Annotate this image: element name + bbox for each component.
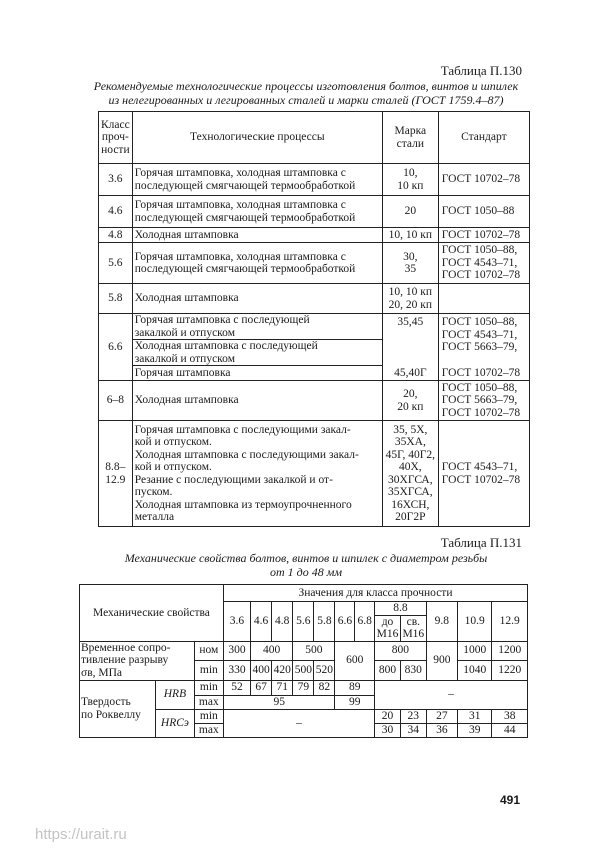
- table-cell: max: [194, 723, 223, 737]
- table-cell: 44: [492, 723, 528, 737]
- table-cell: 330: [223, 660, 250, 680]
- table-cell: 3.6: [223, 602, 250, 642]
- table-cell: 35,45 45,40Г: [382, 314, 438, 381]
- page-number: 491: [500, 793, 521, 807]
- table-cell: 20, 20 кп: [382, 381, 438, 421]
- table-cell: 5.8: [314, 602, 335, 642]
- table-cell: ГОСТ 1050–88, ГОСТ 5663–79, ГОСТ 10702–78: [438, 381, 529, 421]
- table-cell: 9.8: [426, 602, 457, 642]
- table-cell: 36: [426, 723, 457, 737]
- table-cell: 99: [335, 695, 375, 709]
- table-cell: ГОСТ 1050–88: [438, 196, 529, 228]
- table-cell: 10, 10 кп: [382, 164, 438, 196]
- table-cell: 12.9: [492, 602, 528, 642]
- table-cell: Горячая штамповка с последующими закал- кой и отпуском. Холодная штамповка с последующими закал- кой и отпуском. Резание с последующими закалкой и от- пуском. Холодная штамповка из термоупрочненного металла: [132, 421, 382, 527]
- table-cell: 23: [400, 709, 426, 723]
- table-cell: HRCэ: [156, 709, 195, 737]
- table-cell: 6.6: [99, 314, 133, 381]
- table-cell: 34: [400, 723, 426, 737]
- table-cell: 600: [335, 641, 375, 680]
- table-cell: 39: [457, 723, 491, 737]
- properties-table: [79, 584, 528, 738]
- table-cell: 4.8: [99, 228, 133, 243]
- table-cell: 52: [223, 680, 250, 695]
- table-cell: 30, 35: [382, 243, 438, 284]
- table-cell: 800: [375, 641, 427, 660]
- table-row: [99, 243, 530, 284]
- table-cell: Горячая штамповка, холодная штамповка с последующей смягчающей термообработкой: [132, 164, 382, 196]
- table-cell: Холодная штамповка с последующей закалкой и отпуском: [132, 340, 382, 366]
- table-cell: 95: [223, 695, 335, 709]
- table-cell: 10.9: [457, 602, 491, 642]
- table-caption: Механические свойства болтов, винтов и шпилек с диаметром резьбы от 1 до 48 мм: [124, 551, 488, 579]
- hardness-label: Твердость по Роквеллу: [80, 680, 156, 737]
- header-values: Значения для класса прочности: [223, 585, 527, 602]
- table-cell: 38: [492, 709, 528, 723]
- table-cell: 71: [272, 680, 293, 695]
- tensile-label: Временное сопро- тивление разрыву σв, МПа: [80, 641, 195, 680]
- table-cell: 5.8: [99, 284, 133, 314]
- table-cell: ГОСТ 1050–88, ГОСТ 4543–71, ГОСТ 10702–78: [438, 243, 529, 284]
- table-cell: 30: [375, 723, 401, 737]
- table-cell: 35, 5Х, 35ХА, 45Г, 40Г2, 40Х, 30ХГСА, 35ХГСА, 16ХСН, 20Г2Р: [382, 421, 438, 527]
- table-row: [99, 228, 530, 243]
- table-row: [99, 314, 530, 340]
- table-row: [80, 641, 528, 660]
- table-cell: –: [375, 680, 528, 709]
- table-cell: 79: [293, 680, 314, 695]
- table-cell: Холодная штамповка: [132, 284, 382, 314]
- table-row: [99, 381, 530, 421]
- table-cell: 67: [251, 680, 272, 695]
- table-cell: ГОСТ 10702–78: [438, 164, 529, 196]
- table-cell: 500: [293, 641, 335, 660]
- table-cell: 1200: [492, 641, 528, 660]
- table-cell: 5.6: [99, 243, 133, 284]
- table-cell: [438, 284, 529, 314]
- table-cell: Горячая штамповка: [132, 366, 382, 381]
- table-cell: 6.8: [355, 602, 375, 642]
- table-cell: 1000: [457, 641, 491, 660]
- header-process: Технологические процессы: [132, 112, 382, 164]
- table-cell: 20: [382, 196, 438, 228]
- table-cell: min: [194, 660, 223, 680]
- header-standard: Стандарт: [438, 112, 529, 164]
- table-cell: 520: [314, 660, 335, 680]
- table-row: [99, 164, 530, 196]
- table-cell: 400: [251, 660, 272, 680]
- table-cell: Холодная штамповка: [132, 381, 382, 421]
- table-cell: max: [194, 695, 223, 709]
- table-cell: ГОСТ 10702–78: [438, 228, 529, 243]
- table-cell: Холодная штамповка: [132, 228, 382, 243]
- table-cell: –: [223, 709, 374, 737]
- table-row: [99, 421, 530, 527]
- table-cell: до М16: [375, 615, 401, 641]
- table-cell: 1040: [457, 660, 491, 680]
- table-cell: 10, 10 кп: [382, 228, 438, 243]
- table-cell: 800: [375, 660, 401, 680]
- table-label: Таблица П.130: [440, 63, 522, 78]
- table-cell: ГОСТ 1050–88, ГОСТ 4543–71, ГОСТ 5663–79, ГОСТ 10702–78: [438, 314, 529, 381]
- table-cell: 6.6: [335, 602, 355, 642]
- table-cell: св. М16: [400, 615, 426, 641]
- table-cell: 900: [426, 641, 457, 680]
- table-caption: Рекомендуемые технологические процессы изготовления болтов, винтов и шпилек из нелегированных и легированных сталей и марки сталей (ГОСТ 1759.4–87): [93, 79, 519, 107]
- table-cell: 830: [400, 660, 426, 680]
- table-cell: 10, 10 кп 20, 20 кп: [382, 284, 438, 314]
- table-cell: 20: [375, 709, 401, 723]
- table-row: [80, 585, 528, 602]
- table-cell: min: [194, 709, 223, 723]
- table-cell: 420: [272, 660, 293, 680]
- table-cell: ГОСТ 4543–71, ГОСТ 10702–78: [438, 421, 529, 527]
- table-cell: 3.6: [99, 164, 133, 196]
- table-cell: 8.8: [375, 602, 427, 616]
- table-cell: Горячая штамповка, холодная штамповка с последующей смягчающей термообработкой: [132, 243, 382, 284]
- table-cell: Горячая штамповка, холодная штамповка с последующей смягчающей термообработкой: [132, 196, 382, 228]
- table-cell: 82: [314, 680, 335, 695]
- table-header-row: [99, 112, 530, 164]
- table-cell: HRB: [156, 680, 195, 709]
- process-table: [98, 111, 530, 527]
- table-cell: 31: [457, 709, 491, 723]
- table-cell: Горячая штамповка с последующей закалкой и отпуском: [132, 314, 382, 340]
- table-cell: min: [194, 680, 223, 695]
- table-cell: 4.6: [251, 602, 272, 642]
- table-cell: 4.8: [272, 602, 293, 642]
- table-label: Таблица П.131: [440, 535, 522, 550]
- header-class: Класс проч- ности: [99, 112, 133, 164]
- table-cell: 8.8–12.9: [99, 421, 133, 527]
- table-row: [99, 284, 530, 314]
- table-cell: 300: [223, 641, 250, 660]
- table-cell: 1220: [492, 660, 528, 680]
- header-grade: Марка стали: [382, 112, 438, 164]
- table-cell: 89: [335, 680, 375, 695]
- header-props: Механические свойства: [80, 585, 224, 642]
- table-cell: 6–8: [99, 381, 133, 421]
- table-row: [99, 196, 530, 228]
- table-row: [80, 680, 528, 695]
- table-cell: 500: [293, 660, 314, 680]
- table-cell: 27: [426, 709, 457, 723]
- table-cell: 5.6: [293, 602, 314, 642]
- table-cell: ном: [194, 641, 223, 660]
- table-cell: 400: [251, 641, 293, 660]
- watermark: https://urait.ru: [35, 826, 127, 843]
- table-cell: 4.6: [99, 196, 133, 228]
